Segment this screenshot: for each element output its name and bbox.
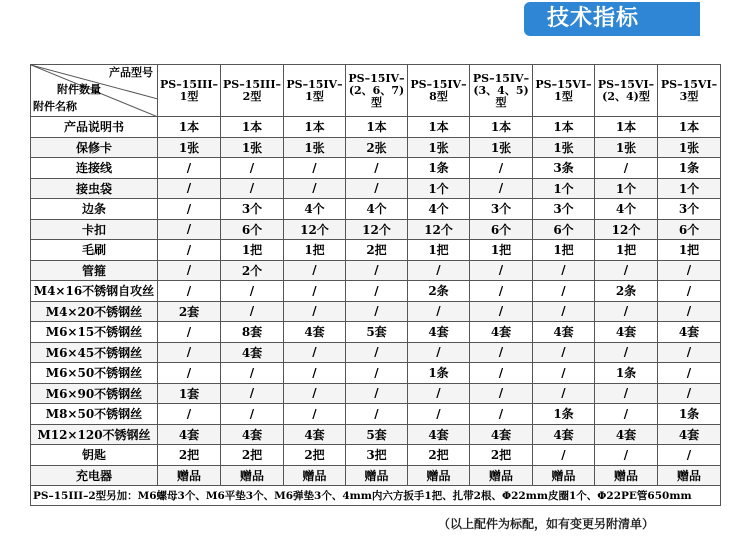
row-cell: / <box>221 404 284 425</box>
row-cell: 4套 <box>408 424 470 445</box>
row-cell: / <box>346 301 408 322</box>
corner-cell <box>31 65 158 117</box>
row-cell: 4个 <box>346 199 408 220</box>
row-cell: 1本 <box>533 117 595 138</box>
row-cell: / <box>470 404 533 425</box>
table-row <box>31 301 721 322</box>
table-row <box>31 465 721 486</box>
table-row <box>31 363 721 384</box>
row-cell: 2把 <box>470 445 533 466</box>
row-cell: 1个 <box>658 178 721 199</box>
row-cell: 1本 <box>595 117 658 138</box>
row-cell: / <box>158 240 221 261</box>
row-cell: / <box>346 260 408 281</box>
row-cell: / <box>658 445 721 466</box>
row-cell: 4套 <box>533 322 595 343</box>
row-item-name: 产品说明书 <box>31 117 158 138</box>
table-row <box>31 404 721 425</box>
row-cell: 1条 <box>408 363 470 384</box>
row-item-name: 管箍 <box>31 260 158 281</box>
row-cell: 2个 <box>221 260 284 281</box>
row-cell: 2条 <box>408 281 470 302</box>
table-row <box>31 281 721 302</box>
row-cell: 1本 <box>658 117 721 138</box>
model-header: PS–15III–1型 <box>158 65 221 117</box>
table-row <box>31 383 721 404</box>
row-item-name: 连接线 <box>31 158 158 179</box>
model-header: PS–15VI–(2、4)型 <box>595 65 658 117</box>
row-cell: 1个 <box>533 178 595 199</box>
row-cell: 2把 <box>221 445 284 466</box>
corner-qty-label: 附件数量 <box>57 83 101 96</box>
row-cell: 12个 <box>346 219 408 240</box>
spec-table <box>30 64 721 506</box>
footnote-row <box>31 486 721 506</box>
row-cell: 1条 <box>658 404 721 425</box>
row-cell: / <box>158 342 221 363</box>
row-cell: 1张 <box>158 137 221 158</box>
row-cell: 3个 <box>658 199 721 220</box>
row-cell: / <box>470 178 533 199</box>
row-cell: / <box>346 178 408 199</box>
row-item-name: 接虫袋 <box>31 178 158 199</box>
row-cell: / <box>533 383 595 404</box>
table-row <box>31 342 721 363</box>
row-cell: / <box>408 301 470 322</box>
row-cell: / <box>284 260 346 281</box>
row-cell: / <box>346 383 408 404</box>
standard-note: （以上配件为标配，如有变更另附清单） <box>438 517 655 531</box>
row-cell: / <box>221 178 284 199</box>
row-item-name: M6×45不锈钢丝 <box>31 342 158 363</box>
row-cell: 赠品 <box>346 465 408 486</box>
row-item-name: M8×50不锈钢丝 <box>31 404 158 425</box>
row-cell: / <box>533 342 595 363</box>
row-cell: 3个 <box>470 199 533 220</box>
row-cell: 1把 <box>221 240 284 261</box>
row-item-name: 卡扣 <box>31 219 158 240</box>
table-row <box>31 260 721 281</box>
row-cell: 4套 <box>470 424 533 445</box>
row-cell: 12个 <box>284 219 346 240</box>
row-cell: / <box>658 363 721 384</box>
table-row <box>31 240 721 261</box>
row-cell: / <box>221 158 284 179</box>
row-cell: 4套 <box>658 424 721 445</box>
model-header: PS–15III–2型 <box>221 65 284 117</box>
row-cell: 1张 <box>658 137 721 158</box>
table-row <box>31 137 721 158</box>
table-row <box>31 322 721 343</box>
model-header: PS–15IV–1型 <box>284 65 346 117</box>
row-cell: 赠品 <box>533 465 595 486</box>
model-header: PS–15VI–3型 <box>658 65 721 117</box>
row-cell: 赠品 <box>158 465 221 486</box>
row-cell: / <box>595 404 658 425</box>
row-cell: 4套 <box>533 424 595 445</box>
model-header: PS–15IV–(2、6、7)型 <box>346 65 408 117</box>
row-cell: / <box>533 363 595 384</box>
row-cell: 1本 <box>408 117 470 138</box>
row-item-name: 边条 <box>31 199 158 220</box>
table-row <box>31 424 721 445</box>
row-cell: / <box>346 404 408 425</box>
row-cell: / <box>221 383 284 404</box>
header-row <box>31 65 721 117</box>
banner-stripes <box>664 2 704 36</box>
row-cell: / <box>470 342 533 363</box>
row-cell: 赠品 <box>408 465 470 486</box>
row-cell: / <box>158 219 221 240</box>
row-cell: / <box>533 281 595 302</box>
row-cell: / <box>158 178 221 199</box>
table-row <box>31 219 721 240</box>
row-cell: / <box>346 158 408 179</box>
row-cell: 1本 <box>284 117 346 138</box>
row-cell: 4个 <box>408 199 470 220</box>
table-row <box>31 117 721 138</box>
table-row <box>31 445 721 466</box>
row-cell: 赠品 <box>221 465 284 486</box>
row-item-name: 毛刷 <box>31 240 158 261</box>
row-cell: 5套 <box>346 424 408 445</box>
row-cell: 1把 <box>533 240 595 261</box>
row-cell: 赠品 <box>595 465 658 486</box>
row-cell: / <box>284 301 346 322</box>
table-body <box>31 117 721 486</box>
row-cell: / <box>658 342 721 363</box>
row-cell: / <box>284 404 346 425</box>
row-cell: / <box>533 301 595 322</box>
row-cell: / <box>158 363 221 384</box>
row-cell: 1张 <box>470 137 533 158</box>
row-cell: / <box>221 363 284 384</box>
row-cell: 1张 <box>408 137 470 158</box>
row-cell: / <box>470 260 533 281</box>
row-cell: 4套 <box>284 322 346 343</box>
row-cell: 4套 <box>221 424 284 445</box>
row-cell: 1张 <box>595 137 658 158</box>
row-cell: / <box>408 383 470 404</box>
row-cell: / <box>158 260 221 281</box>
row-cell: / <box>595 383 658 404</box>
row-cell: 1条 <box>408 158 470 179</box>
table-row <box>31 158 721 179</box>
row-cell: 赠品 <box>658 465 721 486</box>
row-item-name: M6×15不锈钢丝 <box>31 322 158 343</box>
row-cell: 4套 <box>470 322 533 343</box>
row-cell: / <box>221 301 284 322</box>
row-cell: 3个 <box>221 199 284 220</box>
page-title: 技术指标 <box>546 6 639 31</box>
row-cell: / <box>533 445 595 466</box>
row-cell: 1本 <box>346 117 408 138</box>
row-cell: / <box>284 158 346 179</box>
row-cell: 2把 <box>346 240 408 261</box>
row-cell: 1条 <box>533 404 595 425</box>
corner-name-label: 附件名称 <box>33 100 77 113</box>
row-cell: / <box>595 301 658 322</box>
row-cell: 1本 <box>470 117 533 138</box>
table-row <box>31 199 721 220</box>
row-cell: / <box>658 281 721 302</box>
row-cell: / <box>658 260 721 281</box>
row-cell: / <box>595 445 658 466</box>
row-cell: / <box>221 281 284 302</box>
row-cell: 12个 <box>595 219 658 240</box>
row-cell: 4套 <box>595 322 658 343</box>
row-cell: 1本 <box>158 117 221 138</box>
row-cell: 1套 <box>158 383 221 404</box>
row-cell: / <box>284 178 346 199</box>
row-cell: / <box>346 363 408 384</box>
row-cell: / <box>470 281 533 302</box>
row-cell: 4套 <box>158 424 221 445</box>
row-cell: 1条 <box>595 363 658 384</box>
row-cell: 4套 <box>658 322 721 343</box>
row-cell: 3把 <box>346 445 408 466</box>
row-cell: / <box>408 404 470 425</box>
corner-model-label: 产品型号 <box>109 66 153 79</box>
model-header: PS–15IV–(3、4、5)型 <box>470 65 533 117</box>
row-item-name: M6×50不锈钢丝 <box>31 363 158 384</box>
row-cell: 1个 <box>408 178 470 199</box>
row-cell: / <box>284 383 346 404</box>
row-item-name: M4×16不锈钢自攻丝 <box>31 281 158 302</box>
row-cell: 1把 <box>408 240 470 261</box>
row-cell: / <box>595 342 658 363</box>
row-cell: 3条 <box>533 158 595 179</box>
row-cell: / <box>658 301 721 322</box>
row-cell: 1张 <box>221 137 284 158</box>
row-cell: / <box>158 404 221 425</box>
row-item-name: 保修卡 <box>31 137 158 158</box>
footnote-text: PS–15III–2型另加：M6螺母3个、M6平垫3个、M6弹垫3个、4mm内六方扳手1把、扎带2根、Φ22mm皮圈1个、Φ22PE管650mm <box>31 486 721 506</box>
row-cell: / <box>470 363 533 384</box>
row-cell: 2套 <box>158 301 221 322</box>
row-cell: 6个 <box>533 219 595 240</box>
row-cell: 12个 <box>408 219 470 240</box>
row-cell: 6个 <box>658 219 721 240</box>
row-cell: / <box>470 301 533 322</box>
row-cell: 1条 <box>658 158 721 179</box>
row-cell: / <box>158 281 221 302</box>
row-cell: 2条 <box>595 281 658 302</box>
row-cell: / <box>346 342 408 363</box>
row-cell: 4套 <box>284 424 346 445</box>
row-cell: 1本 <box>221 117 284 138</box>
row-cell: 1把 <box>595 240 658 261</box>
row-item-name: 充电器 <box>31 465 158 486</box>
row-cell: 4个 <box>284 199 346 220</box>
row-cell: / <box>158 199 221 220</box>
row-cell: 4套 <box>595 424 658 445</box>
row-cell: 2张 <box>346 137 408 158</box>
row-cell: / <box>346 281 408 302</box>
row-cell: 1把 <box>470 240 533 261</box>
row-item-name: 钥匙 <box>31 445 158 466</box>
row-cell: / <box>284 281 346 302</box>
row-cell: 4套 <box>221 342 284 363</box>
row-cell: 6个 <box>221 219 284 240</box>
model-header: PS–15IV–8型 <box>408 65 470 117</box>
row-cell: 赠品 <box>284 465 346 486</box>
row-cell: 8套 <box>221 322 284 343</box>
row-cell: / <box>533 260 595 281</box>
row-cell: 2把 <box>158 445 221 466</box>
row-item-name: M6×90不锈钢丝 <box>31 383 158 404</box>
row-item-name: M12×120不锈钢丝 <box>31 424 158 445</box>
row-cell: / <box>470 158 533 179</box>
row-cell: 1张 <box>284 137 346 158</box>
row-cell: / <box>470 383 533 404</box>
row-cell: / <box>595 158 658 179</box>
row-cell: 2把 <box>284 445 346 466</box>
model-header: PS–15VI–1型 <box>533 65 595 117</box>
row-cell: 1把 <box>284 240 346 261</box>
row-cell: 5套 <box>346 322 408 343</box>
row-cell: / <box>158 322 221 343</box>
row-cell: / <box>284 342 346 363</box>
table-row <box>31 178 721 199</box>
row-cell: / <box>158 158 221 179</box>
row-cell: / <box>408 260 470 281</box>
row-cell: 赠品 <box>470 465 533 486</box>
row-cell: 1张 <box>533 137 595 158</box>
row-cell: / <box>408 342 470 363</box>
row-item-name: M4×20不锈钢丝 <box>31 301 158 322</box>
row-cell: 6个 <box>470 219 533 240</box>
row-cell: 1把 <box>658 240 721 261</box>
row-cell: / <box>658 383 721 404</box>
row-cell: 3个 <box>533 199 595 220</box>
row-cell: 2把 <box>408 445 470 466</box>
row-cell: / <box>284 363 346 384</box>
row-cell: 4套 <box>408 322 470 343</box>
row-cell: 1个 <box>595 178 658 199</box>
row-cell: 4个 <box>595 199 658 220</box>
row-cell: / <box>595 260 658 281</box>
